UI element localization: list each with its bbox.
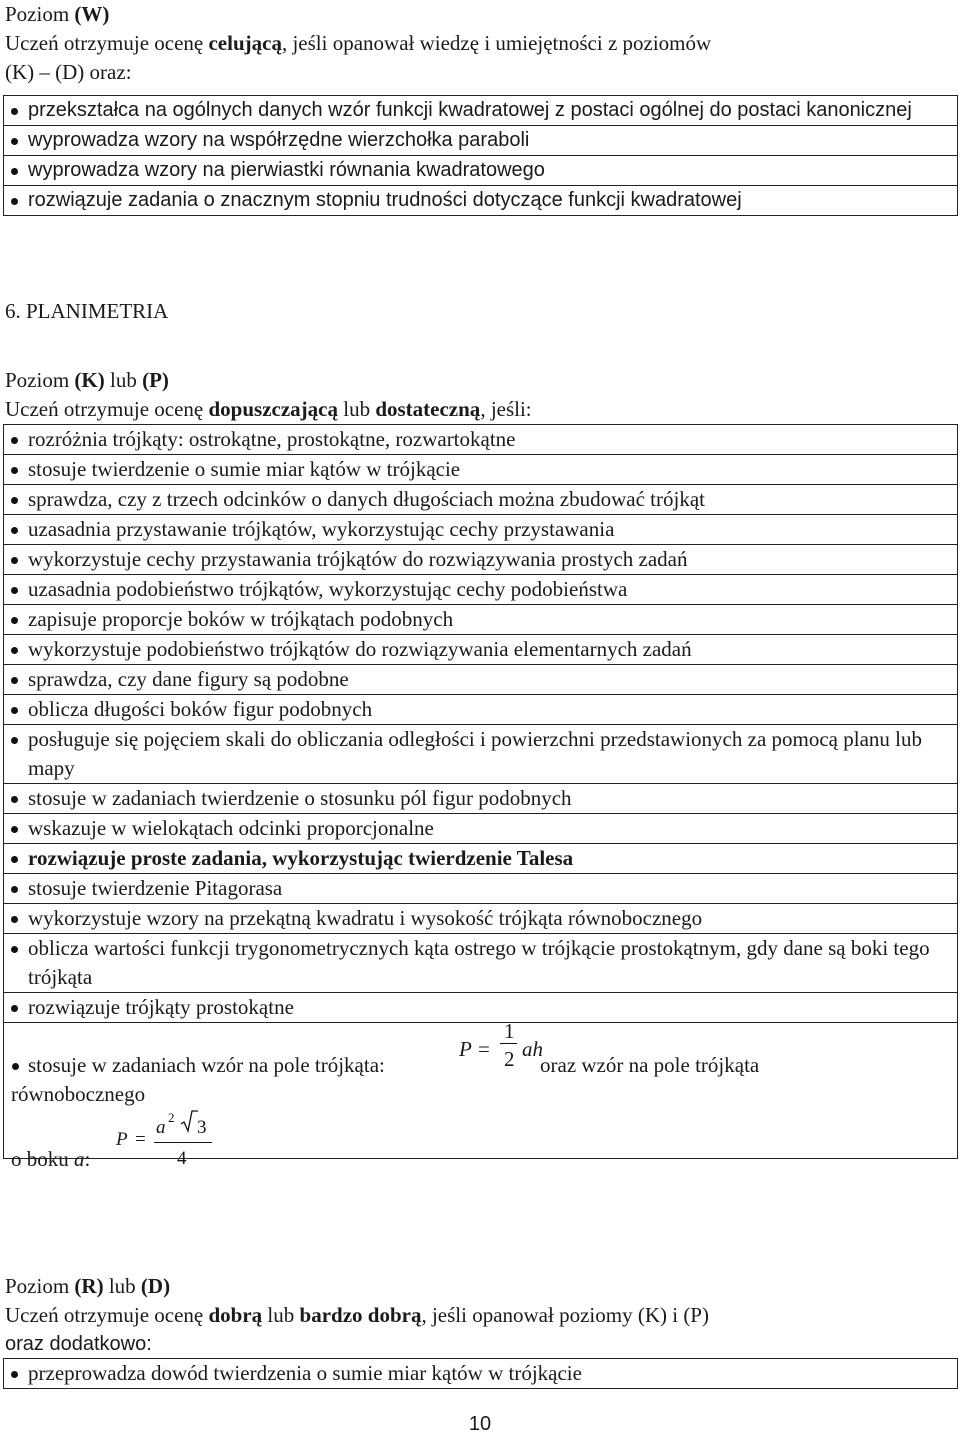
bullet-icon xyxy=(11,826,18,833)
list-item: rozwiązuje proste zadania, wykorzystując twierdzenie Talesa xyxy=(28,846,574,870)
intro-text: , jeśli opanował poziomy (K) i (P) xyxy=(421,1303,709,1327)
heading-level: (W) xyxy=(74,2,110,26)
bullet-icon xyxy=(11,168,18,175)
intro-text: Uczeń otrzymuje ocenę xyxy=(5,1303,209,1327)
level-kp-intro xyxy=(5,395,532,424)
table-row xyxy=(4,515,958,545)
table-row xyxy=(4,874,958,904)
list-item: oblicza długości boków figur podobnych xyxy=(28,697,373,721)
formula-symbol: = xyxy=(478,1037,490,1061)
bullet-icon xyxy=(11,647,18,654)
table-row xyxy=(4,1023,958,1159)
formula-exponent: 2 xyxy=(168,1110,175,1125)
bullet-icon xyxy=(11,1371,18,1378)
bullet-icon xyxy=(11,617,18,624)
intro-text: Uczeń otrzymuje ocenę xyxy=(5,397,209,421)
level-w-intro-line2: (K) – (D) oraz: xyxy=(5,60,132,84)
intro-text: lub xyxy=(337,397,376,421)
heading-level: (R) xyxy=(74,1274,104,1298)
list-item: wykorzystuje wzory na przekątną kwadratu i wysokość trójkąta równobocznego xyxy=(28,906,703,930)
grade-label: celującą xyxy=(208,31,282,55)
table-row xyxy=(4,425,958,455)
level-w-heading xyxy=(5,0,109,29)
list-item: stosuje twierdzenie Pitagorasa xyxy=(28,876,283,900)
level-rd-intro-line2: oraz dodatkowo: xyxy=(5,1333,152,1355)
level-rd-heading xyxy=(5,1272,170,1301)
list-item: wyprowadza wzory na współrzędne wierzchołka paraboli xyxy=(28,129,530,151)
table-row xyxy=(4,575,958,605)
list-item: przeprowadza dowód twierdzenia o sumie miar kątów w trójkącie xyxy=(28,1361,582,1385)
table-row xyxy=(4,695,958,725)
table-row xyxy=(4,665,958,695)
list-item: uzasadnia przystawanie trójkątów, wykorzystując cechy przystawania xyxy=(28,517,615,541)
bullet-icon xyxy=(11,198,18,205)
grade-label: bardzo dobrą xyxy=(299,1303,422,1327)
formula-denominator: 2 xyxy=(504,1047,515,1071)
formula-symbol: a xyxy=(156,1117,166,1138)
table-row xyxy=(4,1359,958,1389)
list-item: oblicza wartości funkcji trygonometrycznych kąta ostrego w trójkącie prostokątnym, gdy dane są boki tego trójkąta xyxy=(28,936,930,989)
bullet-icon xyxy=(11,796,18,803)
intro-text: Uczeń otrzymuje ocenę xyxy=(5,31,209,55)
bullet-icon xyxy=(11,737,18,744)
table-row xyxy=(4,156,958,186)
fraction-bar xyxy=(500,1043,517,1044)
formula-item-text: oraz wzór na pole trójkąta xyxy=(540,1053,760,1077)
table-row xyxy=(4,784,958,814)
heading-prefix: Poziom xyxy=(5,2,75,26)
page-number: 10 xyxy=(468,1413,492,1435)
level-rd-table xyxy=(3,1358,958,1389)
heading-level: (D) xyxy=(140,1274,171,1298)
table-row xyxy=(4,814,958,844)
bullet-icon xyxy=(11,856,18,863)
section-title: 6. PLANIMETRIA xyxy=(5,299,169,323)
formula-text-part: : xyxy=(84,1147,91,1171)
heading-level: (P) xyxy=(142,368,169,392)
table-row xyxy=(4,96,958,126)
list-item: wyprowadza wzory na pierwiastki równania kwadratowego xyxy=(28,159,545,181)
bullet-icon xyxy=(11,467,18,474)
bullet-icon xyxy=(11,946,18,953)
list-item: uzasadnia podobieństwo trójkątów, wykorzystując cechy podobieństwa xyxy=(28,577,628,601)
list-item: rozwiązuje trójkąty prostokątne xyxy=(28,995,294,1019)
formula-symbol: P xyxy=(459,1037,472,1061)
heading-level: (K) xyxy=(74,368,105,392)
list-item: zapisuje proporcje boków w trójkątach podobnych xyxy=(28,607,454,631)
formula-symbol: 3 xyxy=(197,1117,207,1138)
bullet-icon xyxy=(11,527,18,534)
heading-prefix: Poziom xyxy=(5,368,75,392)
list-item: sprawdza, czy z trzech odcinków o danych długościach można zbudować trójkąt xyxy=(28,487,705,511)
table-row xyxy=(4,455,958,485)
bullet-icon xyxy=(11,108,18,115)
formula-item-text: stosuje w zadaniach wzór na pole trójkąta: xyxy=(28,1053,385,1077)
bullet-icon xyxy=(11,677,18,684)
heading-mid: lub xyxy=(104,368,143,392)
table-row xyxy=(4,993,958,1023)
level-kp-table xyxy=(3,424,958,1171)
intro-text: lub xyxy=(262,1303,300,1327)
table-row xyxy=(4,545,958,575)
bullet-icon xyxy=(11,437,18,444)
bullet-icon xyxy=(11,497,18,504)
table-row xyxy=(4,186,958,216)
bullet-icon xyxy=(11,138,18,145)
list-item: rozwiązuje zadania o znacznym stopniu trudności dotyczące funkcji kwadratowej xyxy=(28,189,742,211)
table-row xyxy=(4,844,958,874)
bullet-icon xyxy=(12,1063,19,1070)
bullet-icon xyxy=(11,916,18,923)
grade-label: dostateczną xyxy=(375,397,481,421)
table-row xyxy=(4,904,958,934)
table-row xyxy=(4,635,958,665)
table-row xyxy=(4,605,958,635)
formula-symbol: P xyxy=(116,1129,128,1150)
intro-text: , jeśli opanował wiedzę i umiejętności z poziomów xyxy=(281,31,712,55)
heading-mid: lub xyxy=(103,1274,141,1298)
formula-numerator: 1 xyxy=(504,1019,515,1043)
formula-symbol: ah xyxy=(522,1037,543,1061)
fraction-bar xyxy=(154,1142,212,1143)
list-item: rozróżnia trójkąty: ostrokątne, prostokątne, rozwartokątne xyxy=(28,427,516,451)
level-kp-heading xyxy=(5,366,169,395)
formula-denominator: 4 xyxy=(177,1148,187,1169)
bullet-icon xyxy=(11,886,18,893)
level-w-table xyxy=(3,95,958,216)
formula-item-text xyxy=(11,1145,90,1174)
list-item: stosuje w zadaniach twierdzenie o stosunku pól figur podobnych xyxy=(28,786,572,810)
list-item: wskazuje w wielokątach odcinki proporcjonalne xyxy=(28,816,434,840)
intro-text: , jeśli: xyxy=(480,397,532,421)
bullet-icon xyxy=(11,1005,18,1012)
level-rd-intro xyxy=(5,1301,709,1330)
grade-label: dobrą xyxy=(208,1303,263,1327)
list-item: wykorzystuje cechy przystawania trójkątów do rozwiązywania prostych zadań xyxy=(28,547,688,571)
table-row xyxy=(4,126,958,156)
formula-symbol: = xyxy=(135,1129,146,1150)
level-w-intro xyxy=(5,29,711,58)
list-item: przekształca na ogólnych danych wzór funkcji kwadratowej z postaci ogólnej do postaci kanonicznej xyxy=(28,99,912,121)
formula-variable: a xyxy=(74,1147,85,1171)
list-item: sprawdza, czy dane figury są podobne xyxy=(28,667,349,691)
table-row xyxy=(4,934,958,993)
list-item: posługuje się pojęciem skali do obliczania odległości i powierzchni przedstawionych za pomocą planu lub mapy xyxy=(28,727,922,780)
heading-prefix: Poziom xyxy=(5,1274,75,1298)
formula-text-part: o boku xyxy=(11,1147,74,1171)
list-item: wykorzystuje podobieństwo trójkątów do rozwiązywania elementarnych zadań xyxy=(28,637,692,661)
grade-label: dopuszczającą xyxy=(208,397,338,421)
formula-item-text: równobocznego xyxy=(11,1082,146,1106)
table-row xyxy=(4,485,958,515)
formula-item xyxy=(4,1019,958,1171)
sqrt-icon xyxy=(180,1109,198,1133)
list-item: stosuje twierdzenie o sumie miar kątów w trójkącie xyxy=(28,457,461,481)
bullet-icon xyxy=(11,557,18,564)
bullet-icon xyxy=(11,707,18,714)
table-row xyxy=(4,725,958,784)
bullet-icon xyxy=(11,587,18,594)
